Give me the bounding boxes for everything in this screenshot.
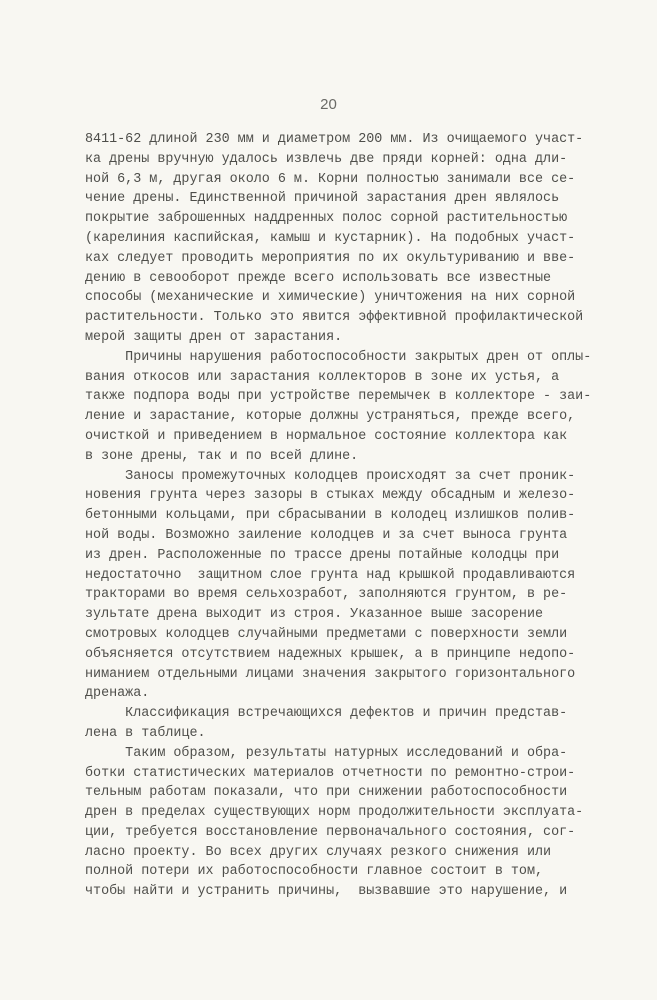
text-line: новения грунта через зазоры в стыках между обсадным и железо-: [85, 488, 576, 504]
text-line: лена в таблице.: [85, 725, 206, 741]
text-line: ботки статистических материалов отчетности по ремонтно-строи-: [85, 765, 576, 781]
text-line: в зоне дрены, так и по всей длине.: [85, 448, 359, 464]
text-line: из дрен. Расположенные по трассе дрены потайные колодцы при: [85, 547, 560, 563]
text-line: зультате дрена выходит из строя. Указанное выше засорение: [85, 607, 544, 623]
text-line: ление и зарастание, которые должны устраняться, прежде всего,: [85, 409, 576, 425]
page-number: 20: [320, 96, 337, 113]
text-line: (карелиния каспийская, камыш и кустарник). На подобных участ-: [85, 230, 576, 246]
text-line: тракторами во время сельхозработ, заполняются грунтом, в ре-: [85, 587, 568, 603]
text-line: смотровых колодцев случайными предметами с поверхности земли: [85, 626, 568, 642]
text-line: недостаточно защитном слое грунта над крышкой продавливаются: [85, 567, 576, 583]
text-line: ниманием отдельными лицами значения закрытого горизонтального: [85, 666, 576, 682]
text-line: очисткой и приведением в нормальное состояние коллектора как: [85, 428, 568, 444]
text-line: бетонными кольцами, при сбрасывании в колодец излишков полив-: [85, 508, 576, 524]
text-line: способы (механические и химические) уничтожения на них сорной: [85, 290, 576, 306]
text-line: полной потери их работоспособности главное состоит в том,: [85, 864, 544, 880]
paragraph-start-line: Таким образом, результаты натурных исследований и обра-: [85, 745, 568, 761]
text-line: дению в севооборот прежде всего использовать все известные: [85, 270, 552, 286]
text-line: ной 6,3 м, другая около 6 м. Корни полностью занимали все се-: [85, 171, 576, 187]
paragraph-start-line: Заносы промежуточных колодцев происходят за счет проник-: [85, 468, 576, 484]
text-line: вания откосов или зарастания коллекторов в зоне их устья, а: [85, 369, 560, 385]
text-line: дрен в пределах существующих норм продолжительности эксплуата-: [85, 805, 584, 821]
text-line: ках следует проводить мероприятия по их окультуриванию и вве-: [85, 250, 576, 266]
text-line: покрытие заброшенных наддренных полос сорной растительностью: [85, 211, 568, 227]
text-line: чение дрены. Единственной причиной зарастания дрен являлось: [85, 191, 560, 207]
text-line: ции, требуется восстановление первоначального состояния, сог-: [85, 824, 576, 840]
text-line: 8411-62 длиной 230 мм и диаметром 200 мм. Из очищаемого участ-: [85, 132, 584, 147]
text-line: ласно проекту. Во всех других случаях резкого снижения или: [85, 844, 552, 860]
text-line: мерой защиты дрен от зарастания.: [85, 329, 343, 345]
text-line: тельным работам показали, что при снижении работоспособности: [85, 785, 568, 801]
text-line: дренажа.: [85, 686, 150, 702]
text-line: также подпора воды при устройстве перемычек в коллекторе - заи-: [85, 389, 592, 405]
paragraph-start-line: Классификация встречающихся дефектов и причин представ-: [85, 706, 568, 722]
text-line: растительности. Только это явится эффективной профилактической: [85, 310, 584, 326]
text-line: чтобы найти и устранить причины, вызвавшие это нарушение, и: [85, 884, 568, 900]
text-line: объясняется отсутствием надежных крышек, а в принципе недопо-: [85, 646, 576, 662]
paragraph-start-line: Причины нарушения работоспособности закрытых дрен от оплы-: [85, 349, 592, 365]
text-line: ка дрены вручную удалось извлечь две пряди корней: одна дли-: [85, 151, 568, 167]
text-line: ной воды. Возможно заиление колодцев и за счет выноса грунта: [85, 527, 568, 543]
body-text: [85, 130, 605, 902]
